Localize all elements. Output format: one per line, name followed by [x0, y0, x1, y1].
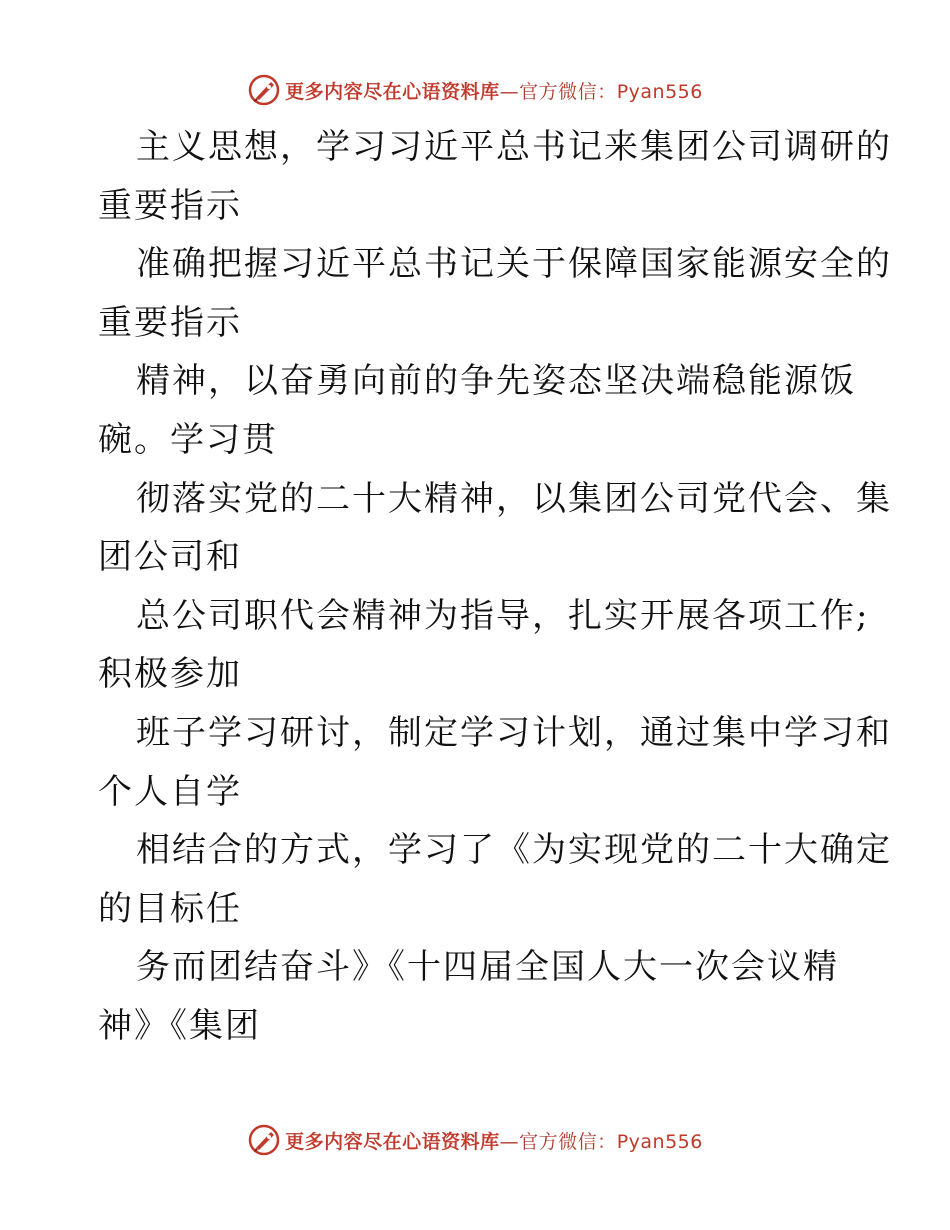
watermark-main-text: 更多内容尽在心语资料库	[285, 1130, 500, 1153]
text-line: 的目标任	[98, 888, 242, 929]
watermark-text	[285, 77, 703, 104]
text-line: 神》《集团	[98, 1005, 261, 1046]
watermark-wechat-id: Pyan556	[616, 1130, 703, 1153]
watermark-official-label: 官方微信：	[519, 80, 617, 103]
text-line: 团公司和	[98, 537, 242, 578]
text-line: 碗。学习贯	[98, 419, 278, 460]
text-line: 重要指示	[98, 185, 242, 226]
quill-pen-logo-icon	[247, 73, 281, 107]
text-line: 主义思想，学习习近平总书记来集团公司调研的	[136, 127, 892, 167]
text-line: 班子学习研讨，制定学习计划，通过集中学习和	[136, 712, 892, 753]
footer-watermark	[0, 1120, 950, 1160]
text-line: 精神，以奋勇向前的争先姿态坚决端稳能源饭	[136, 361, 856, 402]
watermark-official-label: 官方微信：	[519, 1130, 617, 1153]
watermark-separator: —	[499, 1130, 520, 1153]
watermark-main-text: 更多内容尽在心语资料库	[285, 80, 500, 103]
watermark-wechat-id: Pyan556	[616, 80, 703, 103]
watermark-separator: —	[499, 80, 520, 103]
text-line: 彻落实党的二十大精神，以集团公司党代会、集	[136, 478, 892, 519]
text-line: 积极参加	[98, 654, 242, 695]
text-line: 务而团结奋斗》《十四届全国人大一次会议精	[136, 947, 839, 988]
header-watermark	[0, 70, 950, 110]
text-line: 准确把握习近平总书记关于保障国家能源安全的	[136, 244, 892, 285]
quill-pen-logo-icon	[247, 1123, 281, 1157]
text-line: 相结合的方式，学习了《为实现党的二十大确定	[136, 830, 892, 871]
text-line: 总公司职代会精神为指导，扎实开展各项工作;	[136, 595, 870, 636]
text-line: 个人自学	[98, 771, 242, 812]
document-body	[98, 118, 892, 1056]
text-line: 重要指示	[98, 302, 242, 343]
watermark-text	[285, 1127, 703, 1154]
